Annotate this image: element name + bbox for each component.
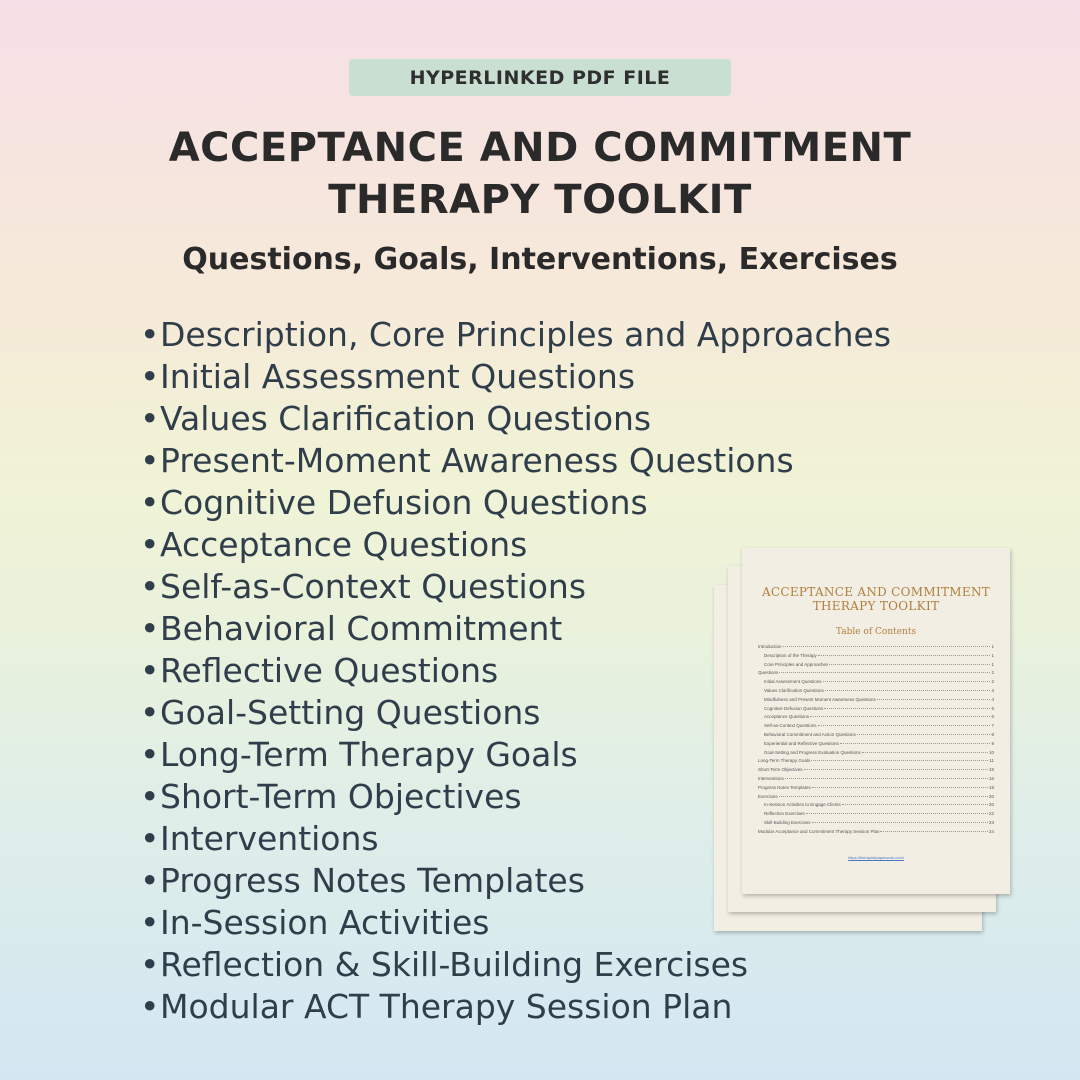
feature-label: Initial Assessment Questions — [160, 357, 636, 396]
toc-entry-label: Skill-Building Exercises — [764, 819, 811, 825]
toc-dot-leader — [829, 664, 990, 665]
toc-entry[interactable] — [758, 678, 994, 687]
toc-dot-leader — [804, 769, 988, 770]
toc-dot-leader — [806, 813, 988, 814]
bullet-icon: • — [140, 987, 160, 1026]
toc-dot-leader — [810, 716, 990, 717]
toc-entry[interactable] — [758, 713, 994, 722]
toc-entry-label: Description of the Therapy — [764, 652, 817, 658]
toc-dot-leader — [862, 752, 988, 753]
toc-entry[interactable] — [758, 810, 994, 819]
toc-entry-page: 11 — [989, 758, 994, 764]
toc-entry-page: 2 — [991, 670, 994, 676]
toc-dot-leader — [880, 831, 988, 832]
toc-entry-page: 23 — [988, 819, 994, 825]
feature-label: Self-as-Context Questions — [160, 567, 587, 606]
toc-dot-leader — [840, 743, 991, 744]
toc-entry[interactable] — [758, 696, 994, 705]
bullet-icon: • — [140, 567, 160, 606]
bullet-icon: • — [140, 945, 160, 984]
feature-label: Description, Core Principles and Approaches — [160, 315, 892, 354]
toc-entry[interactable] — [758, 643, 994, 652]
toc-dot-leader — [818, 655, 991, 656]
feature-list-item — [140, 482, 1000, 524]
bullet-icon: • — [140, 525, 160, 564]
toc-entry-page: 15 — [988, 767, 994, 773]
toc-entry-label: Progress Notes Templates — [758, 784, 811, 790]
toc-entry-label: Acceptance Questions — [764, 714, 810, 720]
toc-entry-label: Short-Term Objectives — [758, 767, 803, 773]
toc-entry-page: 20 — [988, 802, 994, 808]
toc-entry-label: Goal-Setting and Progress Evaluation Questions — [764, 749, 861, 755]
toc-entry[interactable] — [758, 740, 994, 749]
toc-entry-label: Questions — [758, 670, 779, 676]
toc-entry-page: 24 — [988, 828, 994, 834]
toc-dot-leader — [811, 760, 988, 761]
toc-entry-label: Introduction — [758, 644, 782, 649]
toc-entry-page: 6 — [991, 714, 994, 720]
bullet-icon: • — [140, 777, 160, 816]
toc-entry-page: 1 — [991, 644, 994, 649]
bullet-icon: • — [140, 609, 160, 648]
feature-label: Short-Term Objectives — [160, 777, 522, 816]
feature-label: Long-Term Therapy Goals — [160, 735, 578, 774]
toc-dot-leader — [785, 778, 988, 779]
toc-entry-page: 1 — [991, 661, 994, 667]
bullet-icon: • — [140, 903, 160, 942]
toc-entry[interactable] — [758, 801, 994, 810]
toc-dot-leader — [825, 690, 991, 691]
toc-entry[interactable] — [758, 819, 994, 828]
toc-entry-label: Long-Term Therapy Goals — [758, 758, 811, 764]
toc-dot-leader — [823, 681, 991, 682]
feature-list-item — [140, 398, 1000, 440]
toc-entry-label: Values Clarification Questions — [764, 687, 824, 693]
toc-entry-label: In-Session Activities to Engage Clients — [764, 802, 841, 808]
toc-entry[interactable] — [758, 749, 994, 758]
page-title — [0, 122, 1080, 226]
toc-entry-page: 1 — [991, 652, 994, 658]
bullet-icon: • — [140, 357, 160, 396]
feature-label: Goal-Setting Questions — [160, 693, 541, 732]
toc-entry-label: Core Principles and Approaches — [764, 661, 829, 667]
document-link[interactable]: https://therapistpaperwork.com/ — [848, 854, 904, 860]
bullet-icon: • — [140, 399, 160, 438]
toc-entry-page: 5 — [991, 705, 994, 711]
bullet-icon: • — [140, 483, 160, 522]
feature-label: Reflective Questions — [160, 651, 499, 690]
feature-list-item — [140, 314, 1000, 356]
toc-entry-label: Self-as-Context Questions — [764, 723, 817, 729]
document-preview — [742, 548, 1010, 894]
bullet-icon: • — [140, 861, 160, 900]
feature-label: Present-Moment Awareness Questions — [160, 441, 794, 480]
document-title — [758, 585, 994, 613]
feature-list-item — [140, 440, 1000, 482]
toc-entry[interactable] — [758, 784, 994, 793]
toc-entry[interactable] — [758, 705, 994, 714]
table-of-contents — [758, 643, 994, 837]
bullet-icon: • — [140, 441, 160, 480]
toc-entry-label: Experiential and Reflective Questions — [764, 740, 839, 746]
toc-entry-page: 7 — [991, 723, 994, 729]
toc-entry[interactable] — [758, 687, 994, 696]
toc-entry-page: 4 — [991, 696, 994, 702]
toc-entry-page: 16 — [988, 775, 994, 781]
toc-dot-leader — [783, 646, 991, 647]
toc-entry-page: 19 — [988, 784, 994, 790]
toc-dot-leader — [812, 822, 988, 823]
feature-label: Acceptance Questions — [160, 525, 528, 564]
toc-entry-label: Cognitive Defusion Questions — [764, 705, 824, 711]
toc-entry[interactable] — [758, 793, 994, 802]
toc-dot-leader — [877, 699, 991, 700]
toc-entry-label: Mindfulness and Present Moment Awareness Questions — [764, 696, 876, 702]
bullet-icon: • — [140, 651, 160, 690]
page-subtitle: Questions, Goals, Interventions, Exercises — [182, 242, 898, 277]
bullet-icon: • — [140, 819, 160, 858]
toc-entry[interactable] — [758, 669, 994, 678]
bullet-icon: • — [140, 735, 160, 774]
toc-entry-label: Modular Acceptance and Commitment Therapy Session Plan — [758, 828, 880, 834]
toc-dot-leader — [779, 796, 988, 797]
toc-dot-leader — [842, 804, 988, 805]
bullet-icon: • — [140, 693, 160, 732]
toc-entry[interactable] — [758, 722, 994, 731]
document-title-line-1: ACCEPTANCE AND COMMITMENT — [761, 585, 991, 599]
toc-entry-label: Behavioral Commitment and Action Questions — [764, 731, 856, 737]
toc-dot-leader — [779, 672, 990, 673]
toc-entry[interactable] — [758, 775, 994, 784]
toc-heading: Table of Contents — [835, 627, 917, 637]
feature-list-item — [140, 356, 1000, 398]
feature-label: Behavioral Commitment — [160, 609, 563, 648]
toc-entry-page: 8 — [991, 731, 994, 737]
title-line-1: ACCEPTANCE AND COMMITMENT — [168, 125, 912, 171]
bullet-icon: • — [140, 315, 160, 354]
toc-entry[interactable] — [758, 766, 994, 775]
feature-list-item — [140, 944, 1000, 986]
toc-entry[interactable] — [758, 661, 994, 670]
pdf-file-badge: HYPERLINKED PDF FILE — [349, 59, 731, 96]
toc-entry-label: Interventions — [758, 775, 784, 781]
feature-label: Progress Notes Templates — [160, 861, 585, 900]
document-title-line-2: THERAPY TOOLKIT — [812, 599, 940, 613]
toc-entry-label: Reflection Exercises — [764, 811, 805, 817]
toc-entry-page: 3 — [991, 687, 994, 693]
feature-label: Modular ACT Therapy Session Plan — [160, 987, 733, 1026]
toc-entry-page: 10 — [988, 749, 994, 755]
toc-entry-label: Exercises — [758, 793, 778, 799]
toc-entry[interactable] — [758, 731, 994, 740]
toc-entry-page: 2 — [991, 679, 994, 685]
toc-entry-label: Initial Assessment Questions — [764, 679, 822, 685]
toc-dot-leader — [857, 734, 991, 735]
toc-entry-page: 9 — [991, 740, 994, 746]
toc-dot-leader — [824, 708, 990, 709]
toc-dot-leader — [812, 787, 988, 788]
feature-label: Interventions — [160, 819, 379, 858]
toc-entry-page: 22 — [988, 811, 994, 817]
feature-label: In-Session Activities — [160, 903, 490, 942]
title-line-2: THERAPY TOOLKIT — [328, 177, 752, 223]
feature-label: Cognitive Defusion Questions — [160, 483, 648, 522]
feature-label: Values Clarification Questions — [160, 399, 652, 438]
feature-label: Reflection & Skill-Building Exercises — [160, 945, 749, 984]
feature-list-item — [140, 986, 1000, 1028]
toc-entry[interactable] — [758, 757, 994, 766]
toc-entry[interactable] — [758, 652, 994, 661]
toc-dot-leader — [818, 725, 991, 726]
toc-entry-page: 20 — [988, 793, 994, 799]
toc-entry[interactable] — [758, 828, 994, 837]
